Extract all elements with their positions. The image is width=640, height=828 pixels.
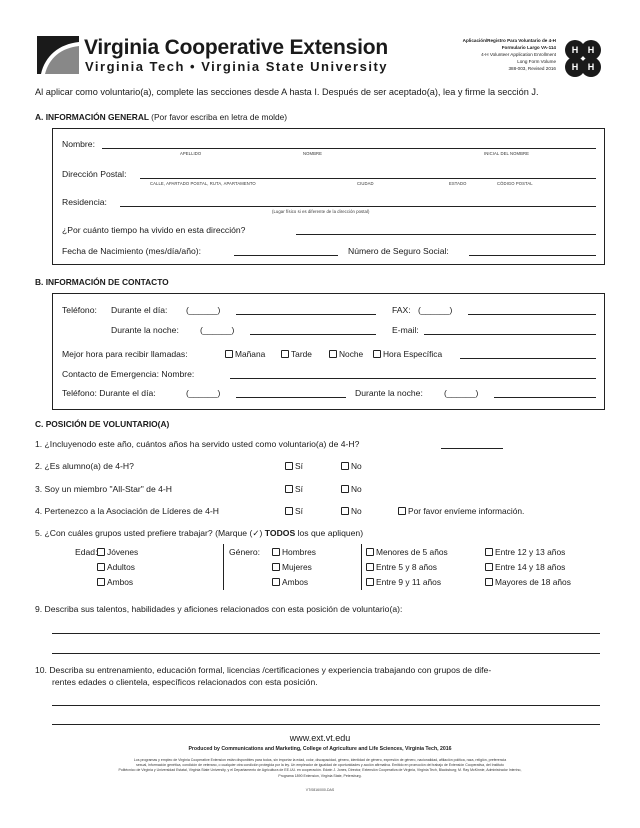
q9-line[interactable] <box>52 633 600 634</box>
checkbox-icon <box>366 548 374 556</box>
checkbox-icon <box>97 548 105 556</box>
name-sub-initial: INICIAL DEL NOMBRE <box>484 151 530 156</box>
age-over-18-label: Mayores de 18 años <box>495 577 571 587</box>
gender-women-label: Mujeres <box>282 562 312 572</box>
dob-label: Fecha de Nacimiento (mes/día/año): <box>62 246 201 256</box>
q10-text-2: rentes edades o clientela, específicos relacionados con esta posición. <box>52 677 318 687</box>
age-youth-label: Jóvenes <box>107 547 139 557</box>
emergency-day-phone-label: Teléfono: Durante el día: <box>62 388 156 398</box>
ssn-label: Número de Seguro Social: <box>348 246 449 256</box>
gender-label: Género: <box>229 547 261 557</box>
group-divider <box>361 544 362 590</box>
name-field[interactable] <box>102 148 596 149</box>
svg-text:H: H <box>587 62 595 72</box>
emergency-contact-field[interactable] <box>230 378 596 379</box>
age-label: Edad: <box>75 547 98 557</box>
time-at-address-label: ¿Por cuánto tiempo ha vivido en esta dirección? <box>62 225 246 235</box>
night-phone-label: Durante la noche: <box>111 325 179 335</box>
option-specific-time-label: Hora Específica <box>383 349 443 359</box>
q10-text-1: 10. Describa su entrenamiento, educación formal, licencias /certificaciones y experiencia trabajando con grupos de dife- <box>35 665 492 675</box>
fine-print-line: Programa 1890 Extension, Virginia State, Petersburg. <box>278 773 362 778</box>
address-sub-state: ESTADO <box>449 181 467 186</box>
day-phone-field[interactable] <box>236 314 376 315</box>
specific-time-field[interactable] <box>460 358 596 359</box>
footer-produced: Produced by Communications and Marketing, College of Agriculture and Life Sciences, Virginia Tech, 2016 <box>188 746 452 752</box>
footer-code: VT/0816/000-DAS <box>305 788 335 792</box>
emergency-night-area: (______) <box>444 388 479 398</box>
q2-text: 2. ¿Es alumno(a) de 4-H? <box>35 461 134 471</box>
fine-print-line: Los programas y empleo de Virginia Cooperative Extension están disponibles para todos, sin importar la edad, color, discapacidad, género, identidad de género, expresión de género, nacionalidad, afiliación política, raza, religión, preferencia <box>133 758 507 762</box>
form-id-line: Long Form Volume <box>517 59 556 64</box>
age-9-11[interactable] <box>366 578 441 586</box>
email-label: E-mail: <box>392 325 419 335</box>
q3-yes-label: Sí <box>295 484 303 494</box>
age-5-8-label: Entre 5 y 8 años <box>376 562 437 572</box>
form-id-line: 388-003, Revised 2016 <box>508 66 556 71</box>
ssn-field[interactable] <box>469 255 596 256</box>
day-phone-label: Durante el día: <box>111 305 168 315</box>
checkbox-icon <box>341 462 349 470</box>
q10-line[interactable] <box>52 724 600 725</box>
age-12-13[interactable] <box>485 548 565 556</box>
q10-line[interactable] <box>52 705 600 706</box>
address-sub-zip: CÓDIGO POSTAL <box>497 181 533 186</box>
checkbox-icon <box>285 507 293 515</box>
checkbox-icon <box>373 350 381 358</box>
q1-text: 1. ¿Incluyenodo este año, cuántos años ha servido usted como voluntario(a) de 4-H? <box>35 439 360 449</box>
section-c-title: C. POSICIÓN DE VOLUNTARIO(A) <box>35 419 170 429</box>
intro-text: Al aplicar como voluntario(a), complete las secciones desde A hasta I. Después de ser aceptado(a), lea y firme la sección J. <box>35 87 539 97</box>
fax-field[interactable] <box>468 314 596 315</box>
q4-no[interactable] <box>341 507 362 515</box>
day-phone-area: (______) <box>186 305 221 315</box>
age-adults-label: Adultos <box>107 562 135 572</box>
checkbox-icon <box>97 563 105 571</box>
phone-label: Teléfono: <box>62 305 97 315</box>
q9-line[interactable] <box>52 653 600 654</box>
q2-yes[interactable] <box>285 462 303 470</box>
q4-send-info[interactable] <box>398 507 524 515</box>
svg-text:H: H <box>587 45 595 55</box>
gender-men-label: Hombres <box>282 547 316 557</box>
q9-text: 9. Describa sus talentos, habilidades y aficiones relacionados con esta posición de voluntario(a): <box>35 604 403 614</box>
q4-yes[interactable] <box>285 507 303 515</box>
age-both[interactable] <box>97 578 133 586</box>
footer-url[interactable]: www.ext.vt.edu <box>289 733 351 743</box>
svg-text:H: H <box>571 45 579 55</box>
age-5-8[interactable] <box>366 563 437 571</box>
age-under-5[interactable] <box>366 548 448 556</box>
emergency-day-phone-field[interactable] <box>236 397 346 398</box>
gender-men[interactable] <box>272 548 316 556</box>
q3-yes[interactable] <box>285 485 303 493</box>
form-id-line: Formulario Largo VA-114 <box>501 45 556 50</box>
fine-print-line: Politécnico de Virginia y Universidad Estatal, Virginia State University, y el Departamento de Agricultura de EE.UU. en cooperación. Edwin J. Jones, Director, Extensión Cooperativa de Virginia, Virginia Tech, Blacksburg; M. Ray McKinnie, Administrador Interino, <box>118 768 522 773</box>
org-title: Virginia Cooperative Extension <box>84 36 389 59</box>
form-id-block <box>410 37 556 72</box>
emergency-night-phone-label: Durante la noche: <box>355 388 423 398</box>
fax-area: (______) <box>418 305 453 315</box>
checkbox-icon <box>485 548 493 556</box>
checkbox-icon <box>366 578 374 586</box>
age-9-11-label: Entre 9 y 11 años <box>376 577 442 587</box>
address-sub-street: CALLE, APARTADO POSTAL, RUTA, APARTAMENTO <box>150 181 256 186</box>
emergency-day-area: (______) <box>186 388 221 398</box>
gender-both-label: Ambos <box>282 577 309 587</box>
option-morning-label: Mañana <box>235 349 266 359</box>
age-youth[interactable] <box>97 548 138 556</box>
option-afternoon[interactable] <box>281 350 312 358</box>
section-a-heading: A. INFORMACIÓN GENERAL <box>35 112 149 122</box>
option-specific-time[interactable] <box>373 350 442 358</box>
svg-text:H: H <box>571 62 579 72</box>
gender-both[interactable] <box>272 578 308 586</box>
age-14-18-label: Entre 14 y 18 años <box>495 562 566 572</box>
q3-no-label: No <box>351 484 362 494</box>
emergency-contact-label: Contacto de Emergencia: Nombre: <box>62 369 195 379</box>
time-at-address-field[interactable] <box>296 234 596 235</box>
form-id-line: Aplicación/Registro Para Voluntario de 4-H <box>462 38 556 43</box>
q2-yes-label: Sí <box>295 461 303 471</box>
dob-field[interactable] <box>234 255 338 256</box>
checkbox-icon <box>366 563 374 571</box>
section-a-title <box>35 113 287 121</box>
age-14-18[interactable] <box>485 563 565 571</box>
email-field[interactable] <box>424 334 596 335</box>
q5-bold: TODOS <box>264 528 296 538</box>
option-afternoon-label: Tarde <box>291 349 312 359</box>
residence-field[interactable] <box>120 206 596 207</box>
address-label: Dirección Postal: <box>62 169 127 179</box>
checkbox-icon <box>341 507 349 515</box>
checkbox-icon <box>97 578 105 586</box>
checkbox-icon <box>341 485 349 493</box>
q5-suffix: los que apliquen) <box>297 528 364 538</box>
checkbox-icon <box>272 578 280 586</box>
checkbox-icon <box>285 485 293 493</box>
age-12-13-label: Entre 12 y 13 años <box>495 547 566 557</box>
q4-no-label: No <box>351 506 362 516</box>
age-under-5-label: Menores de 5 años <box>376 547 448 557</box>
group-divider <box>223 544 224 590</box>
emergency-night-phone-field[interactable] <box>494 397 596 398</box>
q4-send-info-label: Por favor envíeme información. <box>408 506 525 516</box>
night-phone-field[interactable] <box>250 334 376 335</box>
address-field[interactable] <box>140 178 596 179</box>
q4-yes-label: Sí <box>295 506 303 516</box>
checkbox-icon <box>485 578 493 586</box>
best-time-label: Mejor hora para recibir llamadas: <box>62 349 188 359</box>
checkbox-icon <box>485 563 493 571</box>
clover-emblem-icon <box>560 36 606 82</box>
checkbox-icon <box>398 507 406 515</box>
checkbox-icon <box>329 350 337 358</box>
org-subtitle: Virginia Tech • Virginia State University <box>85 59 389 74</box>
vce-logo-icon <box>37 36 79 74</box>
name-sub-last: APELLIDO <box>180 151 202 156</box>
section-a-note: (Por favor escriba en letra de molde) <box>151 112 288 122</box>
fine-print-line: sexual, información genética, condición de veterano, o cualquier otra condición protegida por la ley. Un empleador de igualdad de oportunidades y acción afirmativa. Emitido en promoción del trabajo de Extensión Cooperativa, del Instituto <box>136 763 504 768</box>
q5-prefix: 5. ¿Con cuáles grupos usted prefiere trabajar? (Marque (✓) <box>35 528 263 538</box>
q2-no[interactable] <box>341 462 362 470</box>
address-sub-city: CIUDAD <box>357 181 374 186</box>
q1-field[interactable] <box>441 448 503 449</box>
form-id-line: 4-H Volunteer Application Enrollment <box>481 52 556 57</box>
option-night[interactable] <box>329 350 363 358</box>
residence-label: Residencia: <box>62 197 107 207</box>
checkbox-icon <box>225 350 233 358</box>
age-over-18[interactable] <box>485 578 571 586</box>
option-morning[interactable] <box>225 350 265 358</box>
q3-no[interactable] <box>341 485 362 493</box>
fax-label: FAX: <box>392 305 411 315</box>
age-adults[interactable] <box>97 563 135 571</box>
name-sub-first: NOMBRE <box>303 151 322 156</box>
night-phone-area: (______) <box>200 325 235 335</box>
gender-women[interactable] <box>272 563 312 571</box>
checkbox-icon <box>285 462 293 470</box>
residence-sub: (Lugar físico si es diferente de la dirección postal) <box>272 209 370 214</box>
checkbox-icon <box>281 350 289 358</box>
age-both-label: Ambos <box>107 577 134 587</box>
checkbox-icon <box>272 563 280 571</box>
checkbox-icon <box>272 548 280 556</box>
option-night-label: Noche <box>339 349 364 359</box>
footer-fine-print <box>30 758 610 779</box>
q4-text: 4. Pertenezco a la Asociación de Líderes de 4-H <box>35 506 219 516</box>
section-b-title: B. INFORMACIÓN DE CONTACTO <box>35 277 169 287</box>
q2-no-label: No <box>351 461 362 471</box>
q5-text <box>35 529 363 538</box>
q3-text: 3. Soy un miembro "All-Star" de 4-H <box>35 484 172 494</box>
name-label: Nombre: <box>62 139 95 149</box>
